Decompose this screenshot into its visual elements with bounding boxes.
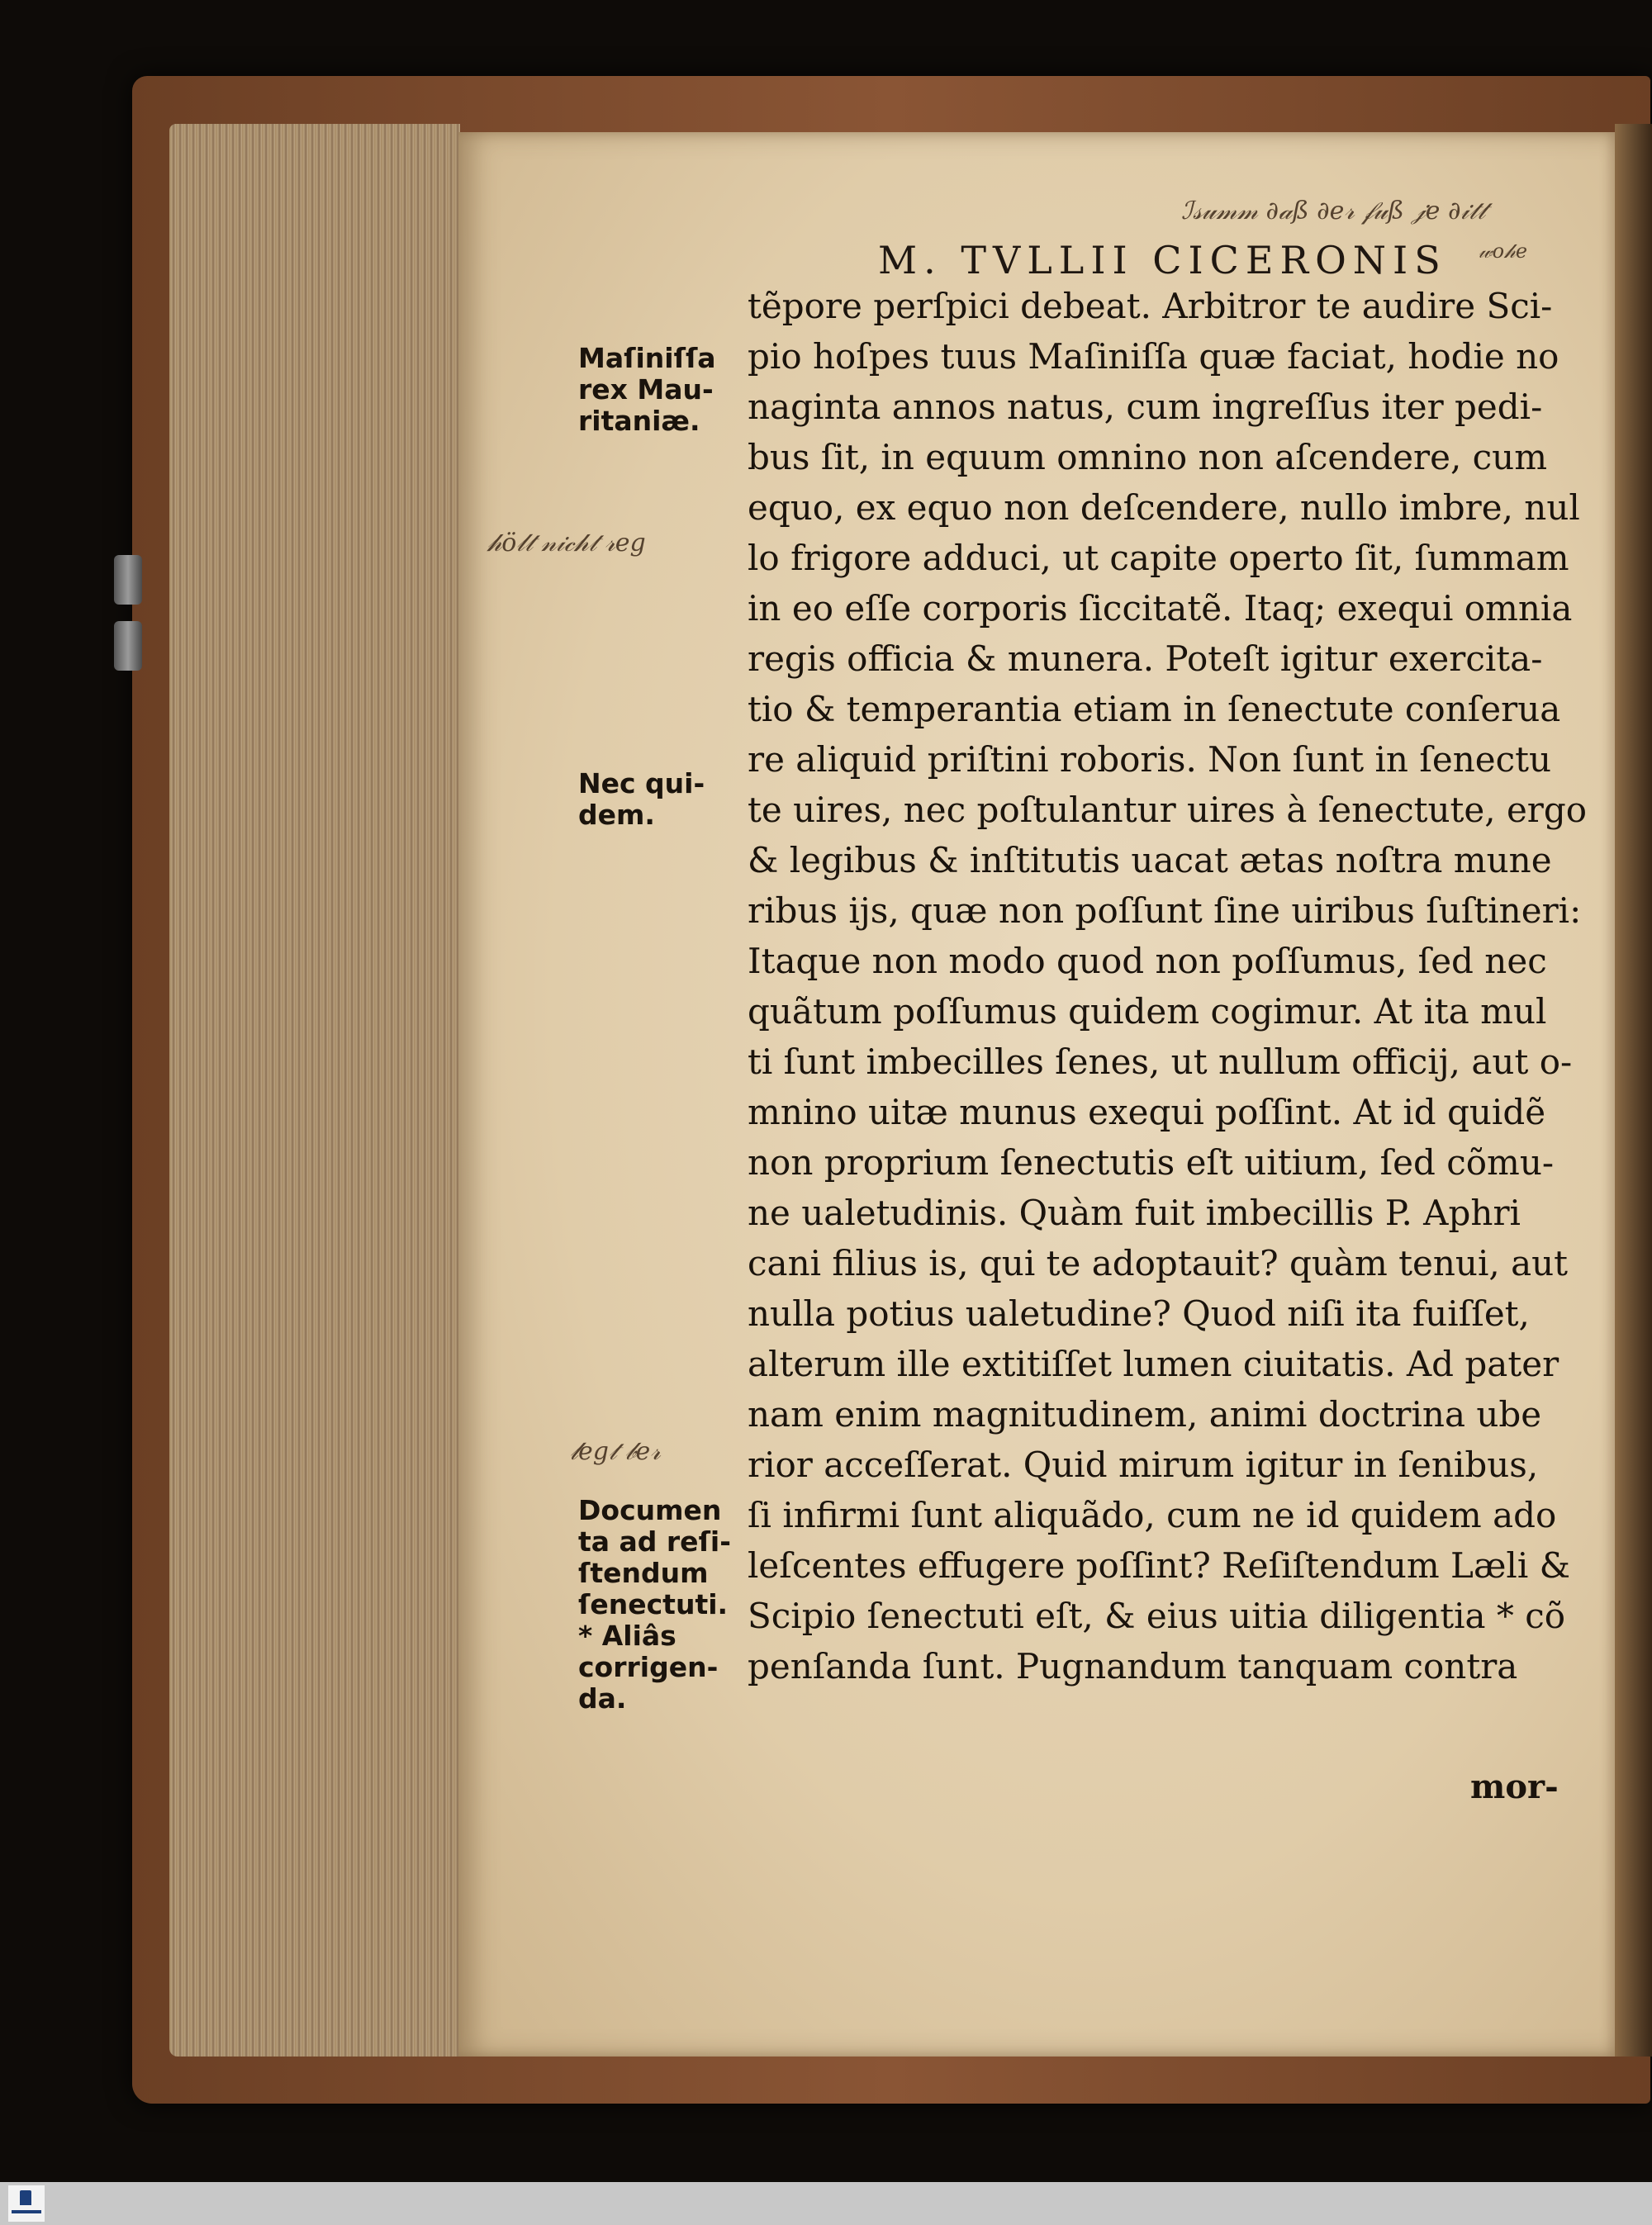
side-note-documenta: [578, 1495, 743, 1715]
text-line: quãtum poſſumus quidem cogimur. At ita mul: [748, 991, 1547, 1032]
side-note-line: Nec qui-: [578, 767, 705, 799]
text-line: re aliquid priſtini roboris. Non ſunt in ſenectu: [748, 739, 1552, 780]
text-line: Itaque non modo quod non poſſumus, ſed nec: [748, 941, 1547, 981]
side-note-line: ſenectuti.: [578, 1588, 729, 1620]
clasp-lower: [114, 621, 142, 671]
text-line: alterum ille extitiſſet lumen ciuitatis. Ad pater: [748, 1344, 1559, 1384]
text-line: ribus ijs, quæ non poſſunt ſine uiribus ſuſtineri:: [748, 890, 1582, 931]
text-line: in eo eſſe corporis ſiccitatẽ. Itaq; exequi omnia: [748, 588, 1573, 629]
text-line: mnino uitæ munus exequi poſſint. At id quidẽ: [748, 1092, 1546, 1132]
side-note-line: ta ad reſi-: [578, 1525, 731, 1558]
text-line: leſcentes effugere poſſint? Reſiſtendum Læli &: [748, 1545, 1571, 1586]
text-line: penſanda ſunt. Pugnandum tanquam contra: [748, 1646, 1518, 1687]
handwritten-annotation-top: ℐ𝓈𝓊𝓂𝓂 ∂𝒶ß ∂𝑒𝓇 𝒻𝓊ß 𝒿𝑒 ∂𝒾𝓉𝓉: [1181, 197, 1486, 225]
text-line: ne ualetudinis. Quàm fuit imbecillis P. Aphri: [748, 1193, 1521, 1233]
side-note-line: Maſiniſſa: [578, 342, 716, 374]
text-line: tẽpore perſpici debeat. Arbitror te audire Sci-: [748, 286, 1553, 326]
text-line: rior acceſſerat. Quid mirum igitur in ſenibus,: [748, 1445, 1539, 1485]
clasp-upper: [114, 555, 142, 605]
catchword: mor-: [1470, 1767, 1559, 1806]
text-line: te uires, nec poſtulantur uires à ſenectute, ergo: [748, 790, 1588, 830]
handwritten-annotation-corner: 𝓌𝑜𝒽𝑒: [1479, 240, 1528, 263]
side-note-masinissa: [578, 343, 743, 437]
side-note-line: da.: [578, 1682, 627, 1715]
side-note-nec-quidem: [578, 768, 743, 831]
text-line: Scipio ſenectuti eſt, & eius uitia diligentia * cõ: [748, 1596, 1566, 1636]
viewer-footer-bar: [0, 2182, 1652, 2225]
text-line: bus ſit, in equum omnino non aſcendere, cum: [748, 437, 1548, 477]
side-note-line: ſtendum: [578, 1557, 709, 1589]
side-note-line: ritaniæ.: [578, 405, 700, 437]
gutter: [1615, 124, 1652, 2057]
text-line: nulla potius ualetudine? Quod niſi ita fuiſſet,: [748, 1293, 1530, 1334]
side-note-line: * Aliâs: [578, 1620, 676, 1652]
text-line: non proprium ſenectutis eſt uitium, ſed cõmu-: [748, 1142, 1555, 1183]
text-line: nam enim magnitudinem, animi doctrina ube: [748, 1394, 1542, 1435]
text-line: & legibus & inſtitutis uacat ætas noſtra mune: [748, 840, 1552, 880]
side-note-line: rex Mau-: [578, 373, 714, 406]
side-note-line: Documen: [578, 1494, 722, 1526]
handwritten-margin-note-2: 𝓁𝑒𝑔𝓉 𝒷𝑒𝓇: [570, 1437, 661, 1466]
text-line: ti ſunt imbecilles ſenes, ut nullum officij, aut o-: [748, 1041, 1573, 1082]
text-line: pio hoſpes tuus Maſiniſſa quæ faciat, hodie no: [748, 336, 1559, 377]
text-line: cani filius is, qui te adoptauit? quàm tenui, aut: [748, 1243, 1569, 1283]
side-note-line: dem.: [578, 799, 655, 831]
page-edges: [169, 124, 460, 2057]
library-logo-icon: [8, 2185, 45, 2222]
body-text: [748, 281, 1588, 1691]
text-line: ſi infirmi ſunt aliquãdo, cum ne id quidem ado: [748, 1495, 1557, 1535]
handwritten-margin-note-1: 𝒽ö𝓁𝓉 𝓃𝒾𝒸𝒽𝓉 𝓇𝑒𝑔: [487, 529, 646, 557]
side-note-line: corrigen-: [578, 1651, 719, 1683]
text-line: lo frigore adduci, ut capite operto ſit, ſummam: [748, 538, 1569, 578]
running-head: M. TVLLII CICERONIS: [878, 238, 1447, 282]
text-line: naginta annos natus, cum ingreſſus iter pedi-: [748, 387, 1543, 427]
text-line: equo, ex equo non deſcendere, nullo imbre, nul: [748, 487, 1580, 528]
text-line: tio & temperantia etiam in ſenectute conſerua: [748, 689, 1561, 729]
text-line: regis officia & munera. Poteſt igitur exercita-: [748, 638, 1543, 679]
